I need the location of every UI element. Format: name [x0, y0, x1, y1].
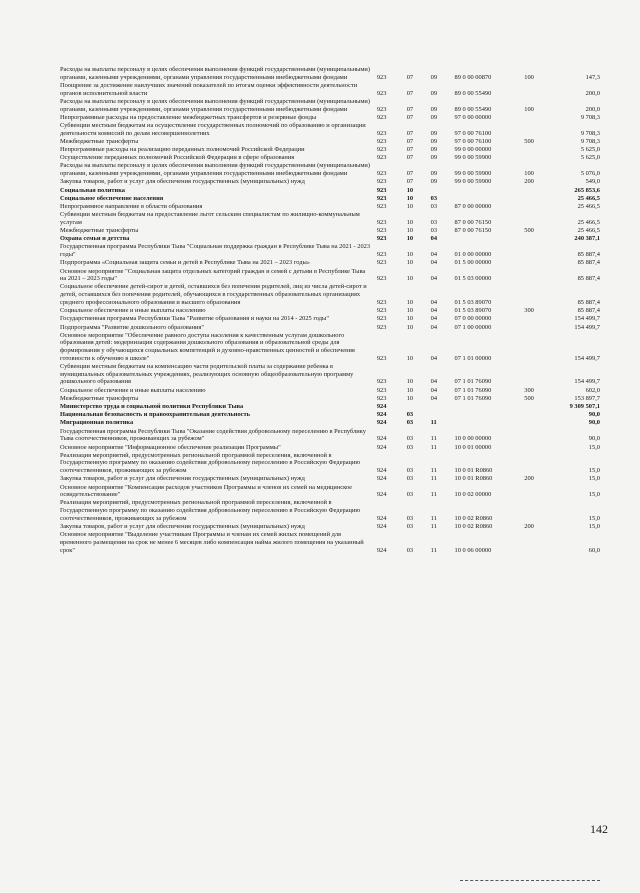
row-name: Миграционная политика [60, 419, 134, 427]
table-row [60, 235, 600, 243]
row-rz: 03 [406, 523, 414, 531]
row-cs: 01 0 00 00000 [454, 251, 492, 259]
row-ved: 923 [376, 354, 387, 362]
table-row [60, 387, 600, 395]
row-name: Реализация мероприятий, предусмотренных региональной программой переселения, включенной в Государственную программу по оказанию содействия добровольному переселению в Российскую Федерацию соотечественников, проживающих за рубежом [60, 499, 361, 522]
row-rz: 07 [406, 105, 414, 113]
table-row [60, 444, 600, 452]
row-cs: 89 0 00 00870 [454, 73, 492, 81]
row-cs: 07 1 00 00000 [454, 323, 492, 331]
row-cs: 10 0 01 00000 [454, 443, 492, 451]
row-rz: 07 [406, 170, 414, 178]
row-ved: 923 [376, 186, 387, 194]
row-cs: 07 1 01 00000 [454, 354, 492, 362]
row-cs: 10 0 01 R0860 [454, 467, 493, 475]
row-rz: 03 [406, 467, 414, 475]
row-sum: 85 887,4 [577, 275, 600, 283]
row-pr: 11 [430, 467, 437, 475]
row-sum: 5 076,0 [580, 170, 600, 178]
row-ved: 924 [376, 467, 387, 475]
table-row [60, 403, 600, 411]
row-pr: 04 [430, 394, 438, 402]
table-row [60, 195, 600, 203]
table-row [60, 203, 600, 211]
row-ved: 923 [376, 202, 387, 210]
table-row [60, 162, 600, 177]
row-sum: 240 387,1 [574, 235, 600, 243]
row-ved: 923 [376, 251, 387, 259]
row-rz: 10 [406, 259, 414, 267]
row-ved: 923 [376, 170, 387, 178]
row-ved: 923 [376, 146, 387, 154]
row-ved: 923 [376, 378, 387, 386]
row-vr: 100 [524, 170, 534, 178]
row-sum: 5 625,0 [580, 146, 600, 154]
row-ved: 923 [376, 129, 387, 137]
row-vr: 500 [524, 137, 534, 145]
row-sum: 15,0 [588, 514, 600, 522]
row-rz: 10 [406, 307, 414, 315]
row-name: Расходы на выплаты персоналу в целях обеспечения выполнения функций государственными (муниципальными) органами, казенными учреждениями, органами управления государственными внебюджетными фондами [60, 66, 370, 81]
row-ved: 924 [376, 546, 387, 554]
table-row [60, 419, 600, 427]
row-ved: 923 [376, 259, 387, 267]
row-name: Расходы на выплаты персоналу в целях обеспечения выполнения функций государственными (муниципальными) органами, казенными учреждениями, органами управления государственными внебюджетными фондами [60, 162, 370, 178]
row-sum: 265 853,6 [574, 186, 600, 194]
row-pr: 04 [430, 315, 438, 323]
row-ved: 923 [376, 178, 387, 186]
table-row [60, 428, 600, 443]
row-name: Непрограммные расходы на реализацию переданных полномочий Российской Федерации [60, 146, 305, 154]
row-cs: 99 0 00 59900 [454, 170, 492, 178]
table-row [60, 283, 600, 306]
row-rz: 10 [406, 275, 414, 283]
row-rz: 07 [406, 146, 414, 154]
row-rz: 03 [406, 475, 414, 483]
row-sum: 25 466,5 [577, 202, 600, 210]
row-cs: 07 0 00 00000 [454, 315, 492, 323]
row-cs: 97 0 00 00000 [454, 113, 492, 121]
row-name: Расходы на выплаты персоналу в целях обеспечения выполнения функций государственными (муниципальными) органами, казенными учреждениями, органами управления государственными внебюджетными фондами [60, 97, 370, 113]
row-name: Поощрение за достижение наилучших значений показателей по итогам оценки эффективности деятельности органов исполнительной власти [60, 81, 358, 97]
row-ved: 924 [376, 403, 387, 411]
row-vr: 200 [524, 523, 534, 531]
table-row [60, 411, 600, 419]
row-sum: 549,0 [585, 178, 600, 186]
row-name: Реализация мероприятий, предусмотренных региональной программой переселения, включенной в Государственную программу по оказанию содействия добровольному переселению в Российскую Федерацию соотечественников, проживающих за рубежом [60, 451, 361, 475]
row-sum: 154 499,7 [574, 323, 600, 331]
row-ved: 923 [376, 235, 387, 243]
row-pr: 03 [430, 218, 438, 226]
row-name: Государственная программа Республики Тыва "Оказание содействия добровольному переселению в Республику Тыва соотечественников, проживающих за рубежом" [60, 427, 366, 443]
row-ved: 924 [376, 514, 387, 522]
row-rz: 10 [406, 227, 414, 235]
row-rz: 07 [406, 178, 414, 186]
row-name: Закупка товаров, работ и услуг для обеспечения государственных (муниципальных) нужд [60, 523, 305, 531]
row-rz: 10 [406, 218, 414, 226]
row-ved: 923 [376, 386, 387, 394]
row-cs: 89 0 00 55490 [454, 89, 492, 97]
row-sum: 153 897,7 [574, 394, 600, 402]
row-ved: 923 [376, 323, 387, 331]
row-rz: 10 [406, 298, 414, 306]
row-rz: 07 [406, 89, 414, 97]
row-rz: 07 [406, 129, 414, 137]
row-cs: 97 0 00 76100 [454, 129, 492, 137]
row-ved: 923 [376, 105, 387, 113]
row-vr: 100 [524, 105, 534, 113]
row-name: Субвенции местным бюджетам на осуществление государственных полномочий по образованию и организации деятельности комиссий по делам несовершеннолетних [60, 121, 366, 137]
row-vr: 200 [524, 178, 534, 186]
table-row [60, 268, 600, 283]
scan-edge-marks [460, 880, 600, 883]
row-sum: 85 887,4 [577, 298, 600, 306]
row-cs: 01 5 00 00000 [454, 259, 492, 267]
table-row [60, 187, 600, 195]
row-sum: 25 466,5 [577, 227, 600, 235]
row-sum: 9 708,3 [580, 137, 600, 145]
row-pr: 04 [430, 251, 438, 259]
table-row [60, 98, 600, 113]
row-sum: 15,0 [588, 475, 600, 483]
row-rz: 10 [406, 378, 414, 386]
table-row [60, 211, 600, 226]
row-ved: 924 [376, 435, 387, 443]
row-name: Межбюджетные трансферты [60, 227, 139, 235]
row-name: Основное мероприятие "Выделение участникам Программы и членам их семей жилых помещений для временного размещения на срок не менее 6 месяцев либо компенсация найма жилого помещения на указанный срок" [60, 531, 364, 554]
row-rz: 03 [406, 491, 414, 499]
table-row [60, 154, 600, 162]
table-row [60, 523, 600, 531]
row-name: Национальная безопасность и правоохранительная деятельность [60, 411, 251, 419]
row-ved: 924 [376, 443, 387, 451]
row-cs: 10 0 06 00000 [454, 546, 492, 554]
row-pr: 11 [430, 435, 437, 443]
row-pr: 09 [430, 113, 438, 121]
row-pr: 11 [430, 546, 437, 554]
row-rz: 10 [406, 386, 414, 394]
row-cs: 01 5 03 00000 [454, 275, 492, 283]
table-row [60, 475, 600, 483]
row-rz: 07 [406, 154, 414, 162]
row-rz: 10 [406, 354, 414, 362]
row-sum: 90,0 [588, 419, 600, 427]
row-pr: 04 [430, 354, 438, 362]
table-row [60, 227, 600, 235]
table-row [60, 122, 600, 137]
row-name: Социальное обеспечение и иные выплаты населению [60, 386, 206, 394]
row-sum: 200,0 [585, 89, 600, 97]
table-row [60, 452, 600, 475]
table-row [60, 243, 600, 258]
row-rz: 10 [406, 202, 414, 210]
row-cs: 87 0 00 76150 [454, 218, 492, 226]
row-name: Основное мероприятие "Компенсация расходов участников Программы и членов их семей на медицинское освидетельствование" [60, 483, 352, 499]
row-name: Основное мероприятие "Обеспечение равного доступа населения к качественным услугам дошкольного образования детей: модернизация содержания дошкольного образования и образовательной среды для формирования у обучающихся социальных компетенций и духовно-нравственных ценностей и обеспечения готовности к обучению в школе" [60, 331, 355, 362]
table-row [60, 178, 600, 186]
row-rz: 03 [406, 435, 414, 443]
row-ved: 923 [376, 73, 387, 81]
row-cs: 10 0 02 R0860 [454, 523, 493, 531]
row-ved: 923 [376, 298, 387, 306]
row-name: Закупка товаров, работ и услуг для обеспечения государственных (муниципальных) нужд [60, 475, 305, 483]
row-rz: 03 [406, 546, 414, 554]
row-cs: 07 1 01 76090 [454, 378, 492, 386]
row-ved: 923 [376, 113, 387, 121]
row-name: Подпрограмма «Социальная защита семьи и детей в Республике Тыва на 2021 – 2023 годы» [60, 259, 310, 267]
row-cs: 89 0 00 55490 [454, 105, 492, 113]
row-sum: 9 708,3 [580, 113, 600, 121]
row-sum: 25 466,5 [577, 218, 600, 226]
row-rz: 03 [406, 411, 414, 419]
row-pr: 11 [430, 475, 437, 483]
row-cs: 01 5 03 89070 [454, 298, 492, 306]
row-pr: 09 [430, 170, 438, 178]
row-ved: 923 [376, 227, 387, 235]
table-row [60, 259, 600, 267]
row-cs: 87 0 00 00000 [454, 202, 492, 210]
row-sum: 154 499,7 [574, 315, 600, 323]
row-name: Субвенции местным бюджетам на компенсацию части родительской платы за содержание ребенка в муниципальных образовательных учреждениях, реализующих основную общеобразовательную программу дошкольного образования [60, 363, 354, 386]
row-name: Социальное обеспечение детей-сирот и детей, оставшихся без попечения родителей, лиц из числа детей-сирот и детей, оставшихся без попечения родителей, обучающихся в государственных образовательных организациях среднего профессионального образования и высшего образования [60, 283, 367, 306]
row-name: Осуществление переданных полномочий Российской Федерации в сфере образования [60, 154, 295, 162]
row-name: Социальное обеспечение и иные выплаты населению [60, 307, 206, 315]
row-ved: 923 [376, 194, 387, 202]
table-row [60, 499, 600, 522]
row-cs: 10 0 02 00000 [454, 491, 492, 499]
row-rz: 10 [406, 194, 414, 202]
row-pr: 11 [430, 523, 437, 531]
row-pr: 03 [430, 202, 438, 210]
row-ved: 923 [376, 275, 387, 283]
row-cs: 87 0 00 76150 [454, 227, 492, 235]
row-pr: 09 [430, 73, 438, 81]
row-pr: 04 [430, 235, 438, 243]
row-pr: 04 [430, 386, 438, 394]
table-row [60, 138, 600, 146]
row-name: Субвенции местным бюджетам на предоставление льгот сельским специалистам по жилищно-коммунальным услугам [60, 211, 360, 226]
row-name: Непрограммное направление в области образования [60, 202, 203, 210]
table-row [60, 395, 600, 403]
row-sum: 90,0 [588, 435, 600, 443]
row-sum: 85 887,4 [577, 259, 600, 267]
row-rz: 10 [406, 186, 414, 194]
row-sum: 15,0 [588, 491, 600, 499]
row-pr: 09 [430, 105, 438, 113]
row-pr: 04 [430, 378, 438, 386]
row-rz: 07 [406, 113, 414, 121]
row-sum: 5 625,0 [580, 154, 600, 162]
table-row [60, 307, 600, 315]
row-pr: 09 [430, 89, 438, 97]
row-ved: 924 [376, 491, 387, 499]
row-ved: 923 [376, 394, 387, 402]
row-name: Основное мероприятие "Информационное обеспечение реализации Программы" [60, 443, 281, 451]
row-sum: 15,0 [588, 467, 600, 475]
row-name: Непрограммные расходы на предоставление межбюджетных трансфертов и резервные фонды [60, 113, 317, 121]
row-name: Государственная программа Республики Тыва "Развитие образования и науки на 2014 - 2025 годы" [60, 315, 329, 323]
row-pr: 04 [430, 259, 438, 267]
row-sum: 154 499,7 [574, 378, 600, 386]
row-vr: 300 [524, 307, 534, 315]
row-sum: 15,0 [588, 523, 600, 531]
row-ved: 923 [376, 89, 387, 97]
row-rz: 07 [406, 73, 414, 81]
row-rz: 10 [406, 323, 414, 331]
row-sum: 147,3 [585, 73, 600, 81]
row-vr: 500 [524, 227, 534, 235]
row-ved: 923 [376, 218, 387, 226]
row-pr: 09 [430, 178, 438, 186]
row-sum: 9 309 507,1 [569, 403, 600, 411]
row-pr: 04 [430, 275, 438, 283]
row-pr: 11 [430, 491, 437, 499]
row-sum: 9 708,3 [580, 129, 600, 137]
row-cs: 10 0 02 R0860 [454, 514, 493, 522]
row-ved: 924 [376, 523, 387, 531]
budget-table [60, 66, 600, 555]
row-pr: 11 [430, 443, 437, 451]
table-row [60, 114, 600, 122]
row-name: Межбюджетные трансферты [60, 394, 139, 402]
row-name: Межбюджетные трансферты [60, 137, 139, 145]
table-row [60, 66, 600, 81]
row-cs: 97 0 00 76100 [454, 137, 492, 145]
row-rz: 10 [406, 315, 414, 323]
table-row [60, 531, 600, 554]
row-ved: 923 [376, 307, 387, 315]
row-vr: 100 [524, 73, 534, 81]
row-cs: 07 1 01 76090 [454, 386, 492, 394]
row-name: Государственная программа Республики Тыва "Социальная поддержка граждан в Республике Тыва на 2021 - 2023 годы" [60, 243, 371, 259]
row-cs: 99 0 00 59900 [454, 178, 492, 186]
row-vr: 200 [524, 475, 534, 483]
row-sum: 90,0 [588, 411, 600, 419]
row-pr: 11 [430, 419, 437, 427]
row-rz: 10 [406, 251, 414, 259]
page-number: 142 [590, 822, 608, 836]
row-sum: 85 887,4 [577, 307, 600, 315]
row-rz: 10 [406, 235, 414, 243]
row-sum: 602,0 [585, 386, 600, 394]
row-cs: 99 0 00 00000 [454, 146, 492, 154]
row-ved: 924 [376, 475, 387, 483]
row-sum: 60,0 [588, 546, 600, 554]
row-ved: 924 [376, 419, 387, 427]
row-sum: 85 887,4 [577, 251, 600, 259]
row-pr: 09 [430, 154, 438, 162]
table-row [60, 82, 600, 97]
row-cs: 10 0 00 00000 [454, 435, 492, 443]
row-name: Социальная политика [60, 186, 125, 194]
row-pr: 11 [430, 514, 437, 522]
row-pr: 09 [430, 137, 438, 145]
row-rz: 03 [406, 443, 414, 451]
row-pr: 04 [430, 323, 438, 331]
row-cs: 07 1 01 76090 [454, 394, 492, 402]
table-row [60, 146, 600, 154]
row-cs: 99 0 00 59900 [454, 154, 492, 162]
row-ved: 923 [376, 154, 387, 162]
row-cs: 01 5 03 89070 [454, 307, 492, 315]
row-rz: 03 [406, 419, 414, 427]
row-ved: 923 [376, 315, 387, 323]
row-pr: 03 [430, 227, 438, 235]
row-rz: 07 [406, 137, 414, 145]
table-row [60, 363, 600, 386]
row-ved: 924 [376, 411, 387, 419]
row-sum: 25 466,5 [577, 194, 600, 202]
row-pr: 03 [430, 194, 438, 202]
row-name: Подпрограмма "Развитие дошкольного образования" [60, 323, 204, 331]
table-row [60, 315, 600, 323]
row-name: Закупка товаров, работ и услуг для обеспечения государственных (муниципальных) нужд [60, 178, 305, 186]
table-row [60, 324, 600, 332]
row-sum: 200,0 [585, 105, 600, 113]
row-name: Социальное обеспечение населения [60, 194, 164, 202]
row-sum: 15,0 [588, 443, 600, 451]
row-pr: 04 [430, 307, 438, 315]
table-row [60, 332, 600, 363]
row-name: Основное мероприятие "Социальная защита отдельных категорий граждан и семей с детьми в Республике Тыва на 2021 – 2023 годы" [60, 267, 366, 283]
row-name: Министерство труда и социальной политики Республики Тыва [60, 403, 244, 411]
table-row [60, 484, 600, 499]
row-pr: 09 [430, 129, 438, 137]
row-rz: 10 [406, 394, 414, 402]
row-sum: 154 499,7 [574, 354, 600, 362]
row-vr: 300 [524, 386, 534, 394]
row-rz: 03 [406, 514, 414, 522]
row-vr: 500 [524, 394, 534, 402]
row-cs: 10 0 01 R0860 [454, 475, 493, 483]
row-pr: 04 [430, 298, 438, 306]
row-name: Охрана семьи и детства [60, 235, 130, 243]
row-ved: 923 [376, 137, 387, 145]
row-pr: 09 [430, 146, 438, 154]
